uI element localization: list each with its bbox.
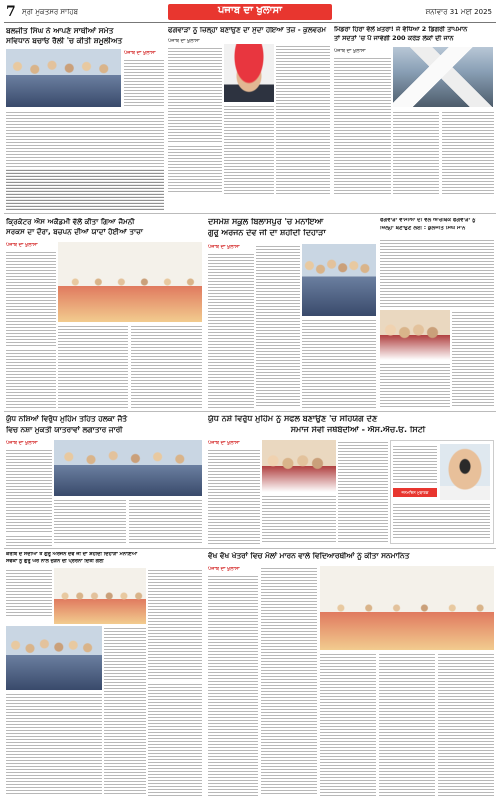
masthead-date: ਸ਼ਨੀਵਾਰ 31 ਮਈ 2025 bbox=[425, 9, 492, 16]
divider-3 bbox=[4, 548, 496, 549]
body-a1-cont bbox=[6, 168, 164, 210]
headline-a9-line2: ਸੇਵਕਾਂ ਨੂੰ ਗੁਰੂ ਘਰ ਨਾਲ ਜੁੜਨ ਦੀ ਪ੍ਰੇਰਨਾ ਦਿੱਤੀ ਗਈ bbox=[6, 559, 104, 564]
body-a7-col1 bbox=[6, 448, 52, 532]
body-a2-col1 bbox=[168, 46, 222, 142]
body-a9-col4 bbox=[6, 692, 102, 796]
headline-a5: ਦਸਮੇਸ਼ ਸਕੂਲ ਬਿਲਾਸਪੁਰ 'ਚ ਮਨਾਇਆ bbox=[208, 218, 324, 226]
body-a7-col3 bbox=[129, 498, 202, 544]
body-a9-col1 bbox=[6, 568, 52, 618]
body-a6-b bbox=[380, 362, 450, 408]
body-a6 bbox=[380, 238, 494, 308]
headline-a2: ਫਗਵਾੜਾ ਨੂੰ ਜ਼ਿਲ੍ਹਾ ਬਣਾਉਣ ਦਾ ਮੁੱਦਾ ਹੋਇਆ ਤੇਜ਼ - ਕੁਲਵਰਮ bbox=[168, 27, 326, 34]
headline-a3: ਮਿੰਡਰਾ ਹਿਰਾ ਵੱਲੋਂ ਖ਼ਤਰਾ! ਜੇ ਵੱਧਿਆ 2 ਡਿਗਰੀ ਤਾਪਮਾਨ bbox=[334, 26, 468, 33]
photo-sho-meeting bbox=[262, 440, 336, 492]
headline-a4: ਕ੍ਰਿਕੇਟਰ ਐਸ ਅਕੈਡਮੀ ਵੱਲੋਂ ਕੀਤਾ ਗਿਆ ਜੈਮਨੀ bbox=[6, 218, 135, 226]
body-a10-col2 bbox=[261, 566, 317, 796]
ad-text-bottom bbox=[393, 502, 490, 540]
headline-a8: ਯੁੱਧ ਨਸ਼ੇ ਵਿਰੁੱਧ ਮੁਹਿੰਮ ਨੂੰ ਸਫਲ ਬਣਾਉਣ 'ਚ ਸਹਿਯੋਗ ਦੇਣ bbox=[208, 415, 378, 423]
headline-a1-line2: ਸਵਿਧਾਨ ਬਚਾਓ ਰੈਲੀ 'ਚ ਕੀਤੀ ਸ਼ਮੂਲੀਅਤ bbox=[6, 37, 123, 45]
byline-a10: ਪੰਜਾਬ ਦਾ ਖੁਲਾਸਾ bbox=[208, 566, 240, 572]
ad-text-left bbox=[393, 444, 437, 484]
headline-a7: ਯੁੱਧ ਨਸ਼ਿਆਂ ਵਿਰੁੱਧ ਮੁਹਿੰਮ ਤਹਿਤ ਹਲਕਾ ਜੈਤੋ bbox=[6, 415, 128, 423]
body-a8-col3 bbox=[338, 440, 388, 544]
body-a5-col3 bbox=[302, 318, 376, 408]
body-a2-col2 bbox=[224, 104, 274, 194]
body-a8-col2 bbox=[262, 494, 336, 544]
body-a2-col1b bbox=[168, 144, 222, 194]
headline-a3-line2: ਤਾਂ ਸਦਤਾਂ 'ਚ ਪੈ ਜਾਵੇਗੀ 200 ਕਰੋੜ ਲੋਕਾਂ ਦੀ ਜਾਨ bbox=[334, 35, 454, 42]
body-a10-col3 bbox=[320, 652, 376, 796]
photo-residents-meeting bbox=[380, 310, 450, 360]
body-a4-col1b bbox=[6, 348, 56, 408]
body-a9-col3 bbox=[104, 626, 146, 796]
body-a10-col1 bbox=[208, 574, 258, 796]
headline-a6-line2: ਜ਼ਿਲ੍ਹਾ ਬਣਾਉਣ ਲਈ : ਕੁਲਜੀਤ ਸਿੰਘ ਮਾਨ bbox=[380, 226, 466, 231]
body-a10-col5 bbox=[438, 652, 494, 796]
body-a9-col2 bbox=[148, 568, 202, 680]
body-a5-col1 bbox=[208, 252, 254, 408]
headline-a6: ਫਗਵਾੜਾ ਵਾਸੀਆਂ ਦੀ ਵੱਲੋਂ ਆਰਥਿਕ ਫਗਵਾੜਾ ਨੂੰ bbox=[380, 218, 476, 223]
byline-a4: ਪੰਜਾਬ ਦਾ ਖੁਲਾਸਾ bbox=[6, 242, 38, 248]
headline-a8-line2: ਸਮਾਜ ਸੇਵੀ ਜਥੇਬੰਦੀਆਂ - ਐਸ.ਐਚ.ਓ. ਸਿਟੀ bbox=[290, 426, 426, 434]
body-a4-col3 bbox=[131, 324, 202, 408]
byline-a3: ਪੰਜਾਬ ਦਾ ਖੁਲਾਸਾ bbox=[334, 48, 366, 54]
body-a8-col1 bbox=[208, 448, 260, 544]
byline-a2: ਪੰਜਾਬ ਦਾ ਖੁਲਾਸਾ bbox=[168, 38, 200, 44]
headline-a4-line2: ਸਰਕਸ ਦਾ ਦੌਰਾ, ਬਚਪਨ ਦੀਆਂ ਯਾਦਾਂ ਹੋਈਆਂ ਤਾਜ਼ਾ bbox=[6, 228, 143, 236]
byline-a5: ਪੰਜਾਬ ਦਾ ਖੁਲਾਸਾ bbox=[208, 244, 240, 250]
divider-1 bbox=[4, 213, 496, 214]
photo-school-students bbox=[302, 244, 376, 316]
body-a4-col1 bbox=[6, 250, 56, 346]
headline-a5-line2: ਗੁਰੂ ਅਰਜਨ ਦੇਵ ਜੀ ਦਾ ਸ਼ਹੀਦੀ ਦਿਹਾੜਾ bbox=[208, 229, 326, 237]
page-number: 7 bbox=[6, 4, 16, 20]
photo-portrait-turban bbox=[224, 44, 274, 102]
masthead-rule bbox=[4, 22, 496, 23]
divider-2 bbox=[4, 411, 496, 412]
body-a6-col2 bbox=[452, 310, 494, 408]
body-a2-col3 bbox=[276, 44, 330, 194]
byline-a1: ਪੰਜਾਬ ਦਾ ਖੁਲਾਸਾ bbox=[124, 50, 156, 56]
headline-a1: ਬਲਜੀਤ ਸਿੰਘ ਨੇ ਆਪਣੇ ਸਾਥੀਆਂ ਸਮੇਤ bbox=[6, 27, 114, 35]
body-a3-col2 bbox=[393, 110, 439, 196]
body-a3-col1 bbox=[334, 56, 391, 196]
body-a4-col2 bbox=[58, 324, 128, 408]
photo-sevadars bbox=[6, 626, 102, 690]
body-a5-col2 bbox=[256, 244, 300, 408]
byline-a8: ਪੰਜਾਬ ਦਾ ਖੁਲਾਸਾ bbox=[208, 440, 240, 446]
photo-mountain bbox=[393, 47, 493, 107]
section-title: ਪੰਜਾਬ ਦਾ ਖੁਲਾਸਾ bbox=[217, 6, 282, 16]
headline-a9: ਕਰੀਬ ਦੋ ਸਦੀਆਂ ਤੋਂ ਗੁਰੂ ਅਰਜਨ ਦੇਵ ਜੀ ਦਾ ਸ਼ਹੀਦੀ ਦਿਹਾੜਾ ਮਨਾਇਆ bbox=[6, 552, 138, 557]
body-a3-col3 bbox=[442, 110, 494, 196]
body-a9-col5 bbox=[148, 682, 202, 796]
photo-drug-awareness bbox=[54, 440, 202, 496]
paper-name: ਸ੍ਰੀ ਮੁਕਤਸਰ ਸਾਹਿਬ bbox=[22, 9, 79, 16]
headline-a7-line2: ਵਿਚ ਨਸ਼ਾ ਮੁਕਤੀ ਯਾਤਰਾਵਾਂ ਲਗਾਤਾਰ ਜਾਰੀ bbox=[6, 426, 123, 434]
photo-rally-group bbox=[6, 49, 121, 107]
ad-label: ਜਨਮਦਿਨ ਮੁਬਾਰਕ bbox=[401, 490, 429, 495]
body-a7-col2 bbox=[54, 498, 126, 544]
byline-a7: ਪੰਜਾਬ ਦਾ ਖੁਲਾਸਾ bbox=[6, 440, 38, 446]
photo-gurdwara-stall bbox=[54, 568, 146, 624]
masthead bbox=[0, 4, 500, 22]
photo-students-honored bbox=[320, 566, 494, 650]
body-a10-col4 bbox=[379, 652, 435, 796]
body-a1-col bbox=[124, 58, 164, 108]
photo-circus-group bbox=[58, 242, 202, 322]
body-a7-col1b bbox=[6, 534, 52, 546]
photo-child-sunglasses bbox=[440, 444, 490, 500]
headline-a10: ਵੱਖ ਵੱਖ ਖੇਤਰਾਂ ਵਿਚ ਮੱਲਾਂ ਮਾਰਨ ਵਾਲੇ ਵਿਦਿਆਰਥੀਆਂ ਨੂੰ ਕੀਤਾ ਸਨਮਾਨਿਤ bbox=[208, 552, 410, 560]
